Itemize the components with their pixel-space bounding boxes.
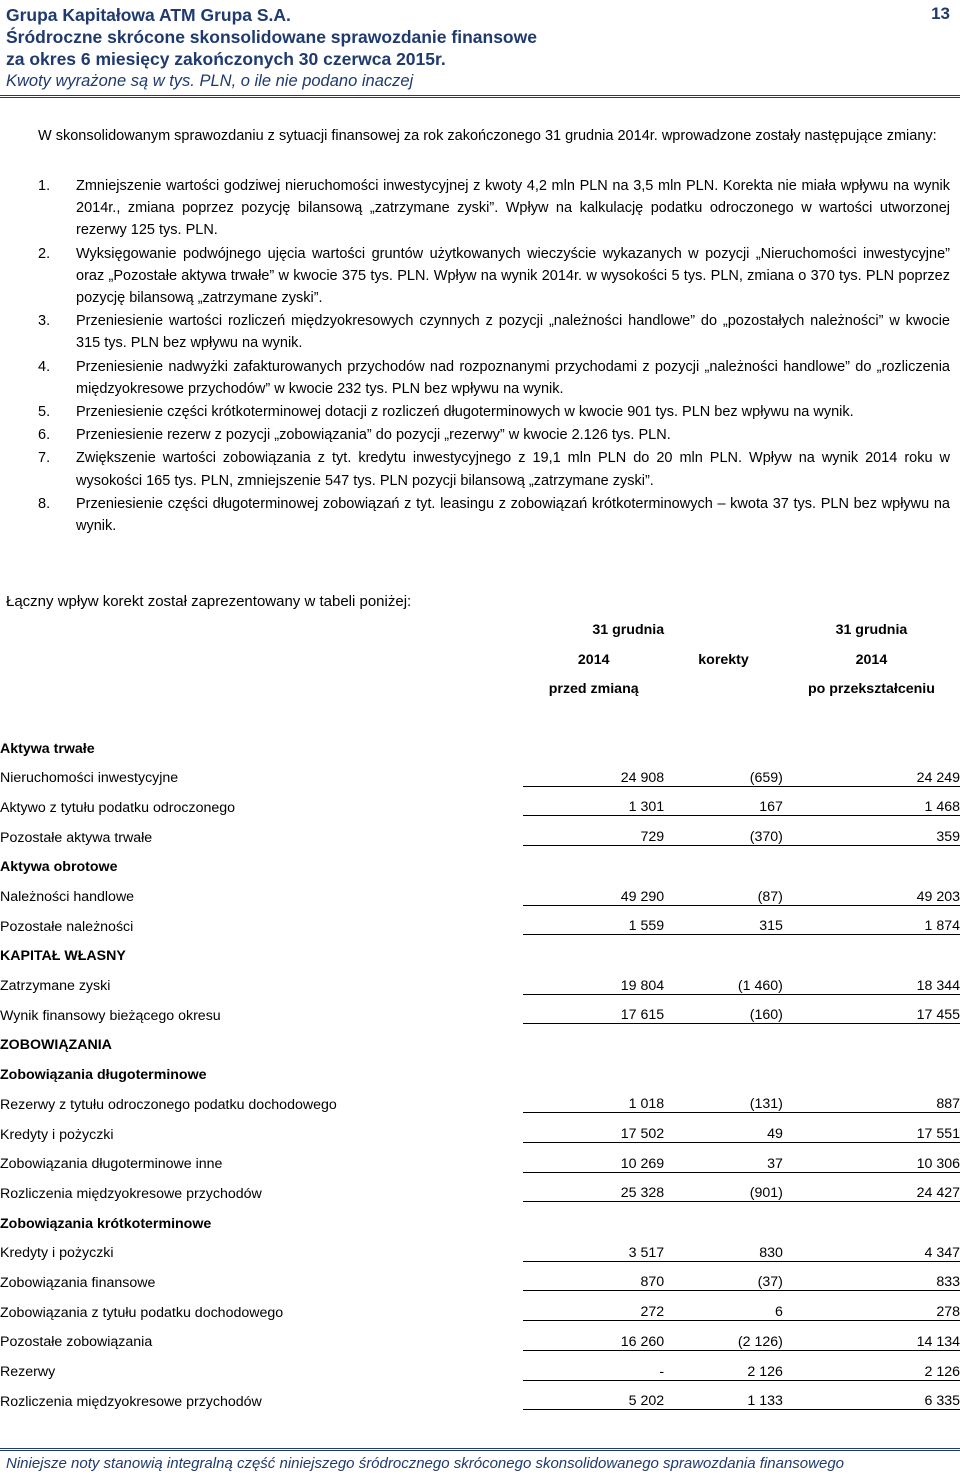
table-section-row — [0, 1060, 960, 1090]
table-row — [0, 1001, 960, 1031]
cell-value: 1 133 — [664, 1393, 783, 1410]
cell-value: 14 134 — [783, 1334, 960, 1351]
col-header-before-year: 2014 — [577, 651, 610, 668]
row-label: Aktywa obrotowe — [0, 859, 118, 876]
row-label: Kredyty i pożyczki — [0, 1245, 114, 1262]
cell-value: 2 126 — [783, 1364, 960, 1381]
list-item-number: 6. — [38, 427, 51, 444]
header-divider — [0, 95, 960, 98]
cell-value: 1 018 — [523, 1096, 664, 1113]
list-item-number: 3. — [38, 313, 51, 330]
cell-value: 729 — [523, 829, 664, 846]
cell-value: (87) — [664, 889, 783, 906]
row-label: Zobowiązania z tytułu podatku dochodowego — [0, 1304, 284, 1321]
row-label: KAPITAŁ WŁASNY — [0, 948, 126, 965]
list-item — [38, 175, 950, 242]
cell-value: 25 328 — [523, 1185, 664, 1202]
row-label: ZOBOWIĄZANIA — [0, 1037, 112, 1054]
table-row — [0, 1090, 960, 1120]
intro-paragraph: W skonsolidowanym sprawozdaniu z sytuacji finansowej za rok zakończonego 31 grudnia 2014r. wprowadzone zostały następujące zmiany: — [38, 128, 937, 144]
cell-value: 24 249 — [783, 770, 960, 787]
row-label: Zobowiązania długoterminowe — [0, 1067, 207, 1084]
list-item — [38, 424, 950, 446]
cell-value: 49 290 — [523, 889, 664, 906]
cell-value: 887 — [783, 1096, 960, 1113]
cell-value: 17 615 — [523, 1007, 664, 1024]
col-header-after-date: 31 grudnia — [835, 621, 908, 638]
table-lead-text: Łączny wpływ korekt został zaprezentowany w tabeli poniżej: — [6, 593, 412, 610]
list-item — [38, 310, 950, 354]
list-item-number: 7. — [38, 450, 51, 467]
list-item-text: Zmniejszenie wartości godziwej nieruchomości inwestycyjnej z kwoty 4,2 mln PLN na 3,5 mln PLN. Korekta nie miała wpływu na wynik 2014r., zmiana poprzez pozycję bilansową „zatrzymane zyski”. Wpływ na kalkulację podatku odroczonego w wartości utworzonej rezerwy 125 tys. PLN. — [76, 178, 950, 239]
row-label: Pozostałe należności — [0, 918, 134, 935]
table-body — [0, 734, 960, 1417]
cell-value: 17 551 — [783, 1126, 960, 1143]
report-title: Śródroczne skrócone skonsolidowane sprawozdanie finansowe — [6, 27, 537, 47]
row-label: Kredyty i pożyczki — [0, 1126, 114, 1143]
cell-value: (901) — [664, 1185, 783, 1202]
table-row — [0, 1120, 960, 1150]
row-label: Zobowiązania długoterminowe inne — [0, 1156, 223, 1173]
cell-value: 4 347 — [783, 1245, 960, 1262]
cell-value: 3 517 — [523, 1245, 664, 1262]
cell-value: 17 502 — [523, 1126, 664, 1143]
cell-value: (370) — [664, 829, 783, 846]
table-row — [0, 1238, 960, 1268]
list-item-text: Wyksięgowanie podwójnego ujęcia wartości gruntów użytkowanych wieczyście wykazanych w pozycji „Nieruchomości inwestycyjne” oraz „Pozostałe aktywa trwałe” w kwocie 375 tys. PLN. Wpływ na wynik 2014r. w wysokości 5 tys. PLN, zmiana o 370 tys. PLN poprzez pozycję bilansową „zatrzymane zyski”. — [76, 245, 950, 307]
company-name: Grupa Kapitałowa ATM Grupa S.A. — [6, 5, 291, 25]
list-item — [38, 493, 950, 537]
units-note: Kwoty wyrażone są w tys. PLN, o ile nie podano inaczej — [6, 72, 414, 90]
cell-value: 278 — [783, 1304, 960, 1321]
row-label: Pozostałe zobowiązania — [0, 1334, 153, 1351]
cell-value: 272 — [523, 1304, 664, 1321]
table-section-row — [0, 734, 960, 764]
cell-value: 6 — [664, 1304, 783, 1321]
table-row — [0, 1387, 960, 1417]
cell-value: (131) — [664, 1096, 783, 1113]
cell-value: 49 203 — [783, 889, 960, 906]
list-item-number: 2. — [38, 245, 51, 262]
cell-value: (37) — [664, 1274, 783, 1291]
row-label: Wynik finansowy bieżącego okresu — [0, 1007, 221, 1024]
col-header-adjustments: korekty — [698, 651, 749, 668]
changes-list — [38, 175, 950, 538]
page-footer: Niniejsze noty stanowią integralną część niniejszego śródrocznego skróconego skonsolidowanego sprawozdania finansowego — [0, 1448, 960, 1472]
table-row — [0, 971, 960, 1001]
list-item-text: Przeniesienie części długoterminowej zobowiązań z tyt. leasingu z zobowiązań krótkoterminowych – kwota 37 tys. PLN bez wpływu na wynik. — [76, 495, 950, 535]
col-header-adjustments-date — [664, 615, 783, 645]
row-label: Rezerwy — [0, 1364, 56, 1381]
report-period: za okres 6 miesięcy zakończonych 30 czerwca 2015r. — [6, 49, 446, 69]
cell-value: (659) — [664, 770, 783, 787]
cell-value: 10 306 — [783, 1156, 960, 1173]
list-item-text: Przeniesienie części krótkoterminowej dotacji z rozliczeń długoterminowych w kwocie 901 tys. PLN bez wpływu na wynik. — [76, 404, 854, 421]
table-section-row — [0, 1031, 960, 1061]
table-header-row — [0, 645, 960, 675]
table-row — [0, 1179, 960, 1209]
cell-value: 17 455 — [783, 1007, 960, 1024]
cell-value: 1 468 — [783, 799, 960, 816]
row-label: Aktywo z tytułu podatku odroczonego — [0, 799, 236, 816]
document-header — [6, 4, 954, 92]
table-row — [0, 793, 960, 823]
cell-value: 16 260 — [523, 1334, 664, 1351]
cell-value: 24 427 — [783, 1185, 960, 1202]
cell-value: 19 804 — [523, 978, 664, 995]
row-label: Zatrzymane zyski — [0, 978, 111, 995]
cell-value: 18 344 — [783, 978, 960, 995]
list-item-number: 1. — [38, 178, 51, 194]
table-header-row — [0, 615, 960, 645]
row-label: Zobowiązania krótkoterminowe — [0, 1215, 212, 1232]
table-row — [0, 882, 960, 912]
table-row — [0, 823, 960, 853]
list-item — [38, 356, 950, 400]
col-header-before: przed zmianą — [548, 681, 639, 698]
col-header-after: po przekształceniu — [807, 681, 935, 698]
adjustments-table — [0, 615, 960, 1417]
row-label: Rezerwy z tytułu odroczonego podatku dochodowego — [0, 1096, 337, 1113]
cell-value: 6 335 — [783, 1393, 960, 1410]
table-section-row — [0, 853, 960, 883]
list-item-text: Przeniesienie rezerw z pozycji „zobowiązania” do pozycji „rezerwy” w kwocie 2.126 tys. PLN. — [76, 427, 671, 444]
table-row — [0, 1149, 960, 1179]
list-item — [38, 447, 950, 491]
col-header-after-year: 2014 — [855, 651, 888, 668]
cell-value: 2 126 — [664, 1364, 783, 1381]
cell-value: 167 — [664, 799, 783, 816]
row-label: Należności handlowe — [0, 889, 135, 906]
list-item-number: 4. — [38, 358, 51, 375]
cell-value: 10 269 — [523, 1156, 664, 1173]
table-row — [0, 763, 960, 793]
cell-value: 1 559 — [523, 918, 664, 935]
cell-value: 49 — [664, 1126, 783, 1143]
col-header-before-date: 31 grudnia — [592, 621, 665, 638]
cell-value: (160) — [664, 1007, 783, 1024]
row-label: Zobowiązania finansowe — [0, 1274, 156, 1291]
table-row — [0, 912, 960, 942]
cell-value: 870 — [523, 1274, 664, 1291]
list-item-text: Przeniesienie wartości rozliczeń międzyokresowych czynnych z pozycji „należności handlowe” do „pozostałych należności” w kwocie 315 tys. PLN bez wpływu na wynik. — [76, 313, 950, 352]
cell-value: (2 126) — [664, 1334, 783, 1351]
list-item-number: 8. — [38, 495, 51, 512]
cell-value: 315 — [664, 918, 783, 935]
list-item — [38, 243, 950, 310]
cell-value: 359 — [783, 829, 960, 846]
table-row — [0, 1357, 960, 1387]
cell-value: 5 202 — [523, 1393, 664, 1410]
cell-value: 37 — [664, 1156, 783, 1173]
cell-value: - — [523, 1364, 664, 1381]
list-item-text: Zwiększenie wartości zobowiązania z tyt. kredytu inwestycyjnego z 19,1 mln PLN do 20 mln PLN. Wpływ na wynik 2014 roku w wysokości 165 tys. PLN, zmniejszenie 547 tys. PLN pozycji bilansową „zatrzymane zyski”. — [76, 450, 950, 489]
cell-value: 833 — [783, 1274, 960, 1291]
list-item-number: 5. — [38, 404, 51, 421]
table-row — [0, 1328, 960, 1358]
row-label: Pozostałe aktywa trwałe — [0, 829, 153, 846]
cell-value: 1 874 — [783, 918, 960, 935]
table-section-row — [0, 1209, 960, 1239]
row-label: Aktywa trwałe — [0, 740, 95, 757]
table-row — [0, 1268, 960, 1298]
table-row — [0, 1298, 960, 1328]
row-label: Nieruchomości inwestycyjne — [0, 770, 179, 787]
table-header-row — [0, 674, 960, 704]
table-section-row — [0, 942, 960, 972]
cell-value: 830 — [664, 1245, 783, 1262]
cell-value: 24 908 — [523, 770, 664, 787]
page-number: 13 — [931, 4, 950, 23]
row-label: Rozliczenia międzyokresowe przychodów — [0, 1393, 262, 1410]
row-label: Rozliczenia międzyokresowe przychodów — [0, 1185, 262, 1202]
cell-value: 1 301 — [523, 799, 664, 816]
list-item-text: Przeniesienie nadwyżki zafakturowanych przychodów nad rozpoznanymi przychodami z pozycji „należności handlowe” do „rozliczenia międzyokresowe przychodów” w kwocie 232 tys. PLN bez wpływu na wynik. — [76, 358, 950, 397]
cell-value: (1 460) — [664, 978, 783, 995]
list-item — [38, 401, 950, 423]
